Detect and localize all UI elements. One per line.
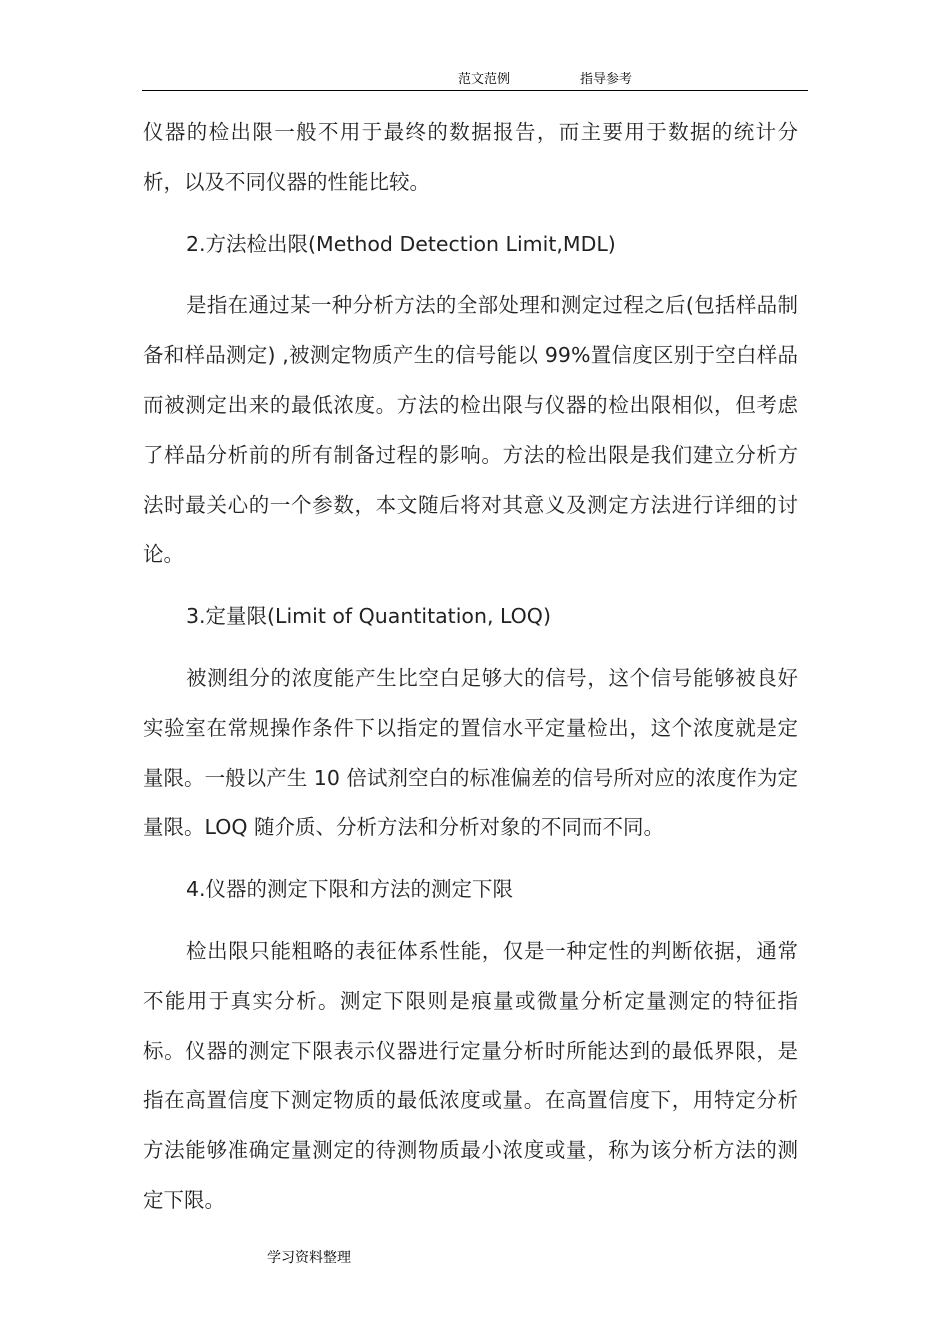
- document-body: [143, 108, 798, 1238]
- paragraph-loq-definition: 被测组分的浓度能产生比空白足够大的信号，这个信号能够被良好实验室在常规操作条件下以指定的置信水平定量检出，这个浓度就是定量限。一般以产生 10 倍试剂空白的标准偏差的信号所对应的浓度作为定量限。LOQ 随介质、分析方法和分析对象的不同而不同。: [143, 665, 798, 840]
- page-footer: 学习资料整理: [267, 1250, 351, 1266]
- section-heading-mdl: 2.方法检出限(Method Detection Limit,MDL): [186, 231, 616, 256]
- section-heading-loq: 3.定量限(Limit of Quantitation, LOQ): [186, 604, 551, 629]
- section-heading-lower-limit: 4.仪器的测定下限和方法的测定下限: [186, 877, 514, 902]
- paragraph-lower-limit-definition: 检出限只能粗略的表征体系性能，仅是一种定性的判断依据，通常不能用于真实分析。测定下限则是痕量或微量分析定量测定的特征指标。仪器的测定下限表示仪器进行定量分析时所能达到的最低界限，是指在高置信度下测定物质的最低浓度或量。在高置信度下，用特定分析方法能够准确定量测定的待测物质最小浓度或量，称为该分析方法的测定下限。: [143, 938, 798, 1212]
- header-right-label: 指导参考: [580, 72, 633, 87]
- header-left-label: 范文范例: [458, 72, 511, 87]
- paragraph-continuation: 仪器的检出限一般不用于最终的数据报告，而主要用于数据的统计分析，以及不同仪器的性能比较。: [143, 120, 798, 194]
- page-header: [142, 70, 808, 91]
- paragraph-mdl-definition: 是指在通过某一种分析方法的全部处理和测定过程之后(包括样品制备和样品测定) ,被测定物质产生的信号能以 99%置信度区别于空白样品而被测定出来的最低浓度。方法的检出限与仪器的检出限相似，但考虑了样品分析前的所有制备过程的影响。方法的检出限是我们建立分析方法时最关心的一个参数，本文随后将对其意义及测定方法进行详细的讨论。: [143, 293, 798, 567]
